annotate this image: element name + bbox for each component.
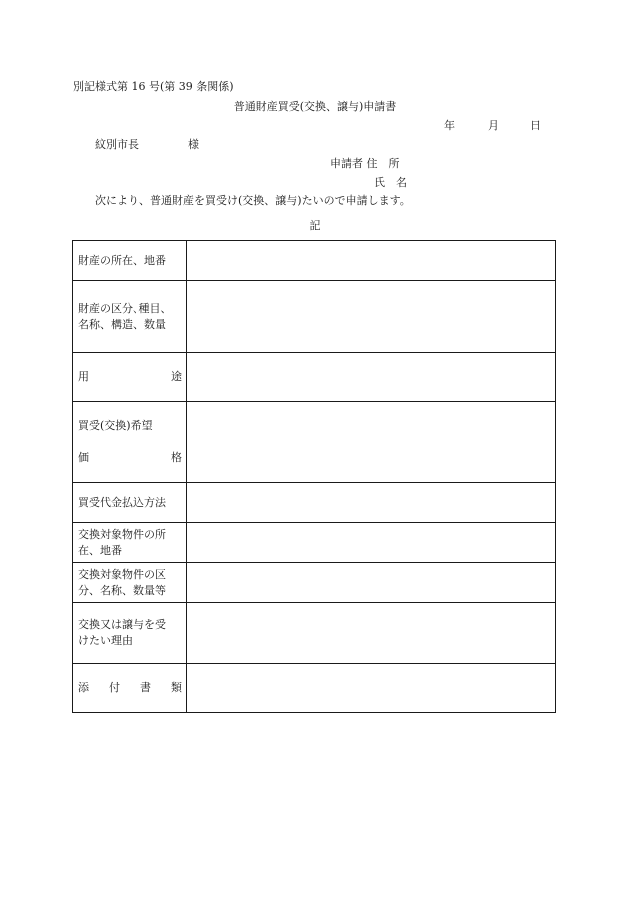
purpose-char-1: 用: [78, 370, 89, 383]
row-label-purpose: [73, 353, 187, 402]
row-label-payment-method: 買受代金払込方法: [73, 483, 187, 523]
year-label: 年: [444, 119, 455, 132]
month-label: 月: [488, 119, 499, 132]
document-title: 普通財産買受(交換、譲与)申請書: [233, 100, 397, 113]
name-label: 氏 名: [374, 176, 407, 189]
table-row: [73, 483, 556, 523]
purpose-field[interactable]: [187, 353, 556, 402]
attachments-char-4: 類: [171, 681, 182, 694]
address-label: 住 所: [366, 157, 400, 170]
ki-heading: 記: [309, 219, 321, 232]
date-line: [444, 119, 541, 133]
row-label-reason: 交換又は譲与を受 けたい理由: [73, 603, 187, 664]
row-label-property-classification: 財産の区分､種目、 名称、構造、数量: [73, 281, 187, 353]
table-row: [73, 353, 556, 402]
attachments-char-3: 書: [140, 681, 151, 694]
addressee: [95, 138, 199, 152]
exchange-classification-field[interactable]: [187, 563, 556, 603]
form-number: 別記様式第 16 号(第 39 条関係): [73, 80, 234, 93]
row-label-exchange-classification: 交換対象物件の区 分、名称、数量等: [73, 563, 187, 603]
day-label: 日: [530, 119, 541, 132]
row-label-property-location: 財産の所在、地番: [73, 241, 187, 281]
purpose-char-2: 途: [171, 370, 182, 383]
addressee-mayor: 紋別市長: [95, 138, 139, 151]
applicant-label: 申請者: [330, 157, 363, 170]
attachments-char-1: 添: [78, 681, 89, 694]
table-row: [73, 402, 556, 483]
table-row: [73, 664, 556, 713]
applicant-address-row: [330, 157, 400, 171]
attachments-char-2: 付: [109, 681, 120, 694]
table-row: [73, 241, 556, 281]
table-row: [73, 603, 556, 664]
body-text: 次により、普通財産を買受け(交換、譲与)たいので申請します。: [95, 194, 411, 207]
row-label-exchange-location: 交換対象物件の所 在、地番: [73, 523, 187, 563]
reason-field[interactable]: [187, 603, 556, 664]
row-label-desired-price: [73, 402, 187, 483]
property-classification-field[interactable]: [187, 281, 556, 353]
payment-method-field[interactable]: [187, 483, 556, 523]
property-location-field[interactable]: [187, 241, 556, 281]
row-label-attachments: [73, 664, 187, 713]
table-row: [73, 523, 556, 563]
details-table: [72, 240, 556, 713]
attachments-field[interactable]: [187, 664, 556, 713]
table-row: [73, 563, 556, 603]
exchange-location-field[interactable]: [187, 523, 556, 563]
desired-price-char-1: 価: [78, 451, 89, 464]
desired-price-char-2: 格: [171, 451, 182, 464]
applicant-name-row: [374, 176, 407, 190]
desired-price-line1: 買受(交換)希望: [78, 419, 153, 432]
addressee-honorific: 様: [188, 138, 199, 151]
table-row: [73, 281, 556, 353]
desired-price-field[interactable]: [187, 402, 556, 483]
